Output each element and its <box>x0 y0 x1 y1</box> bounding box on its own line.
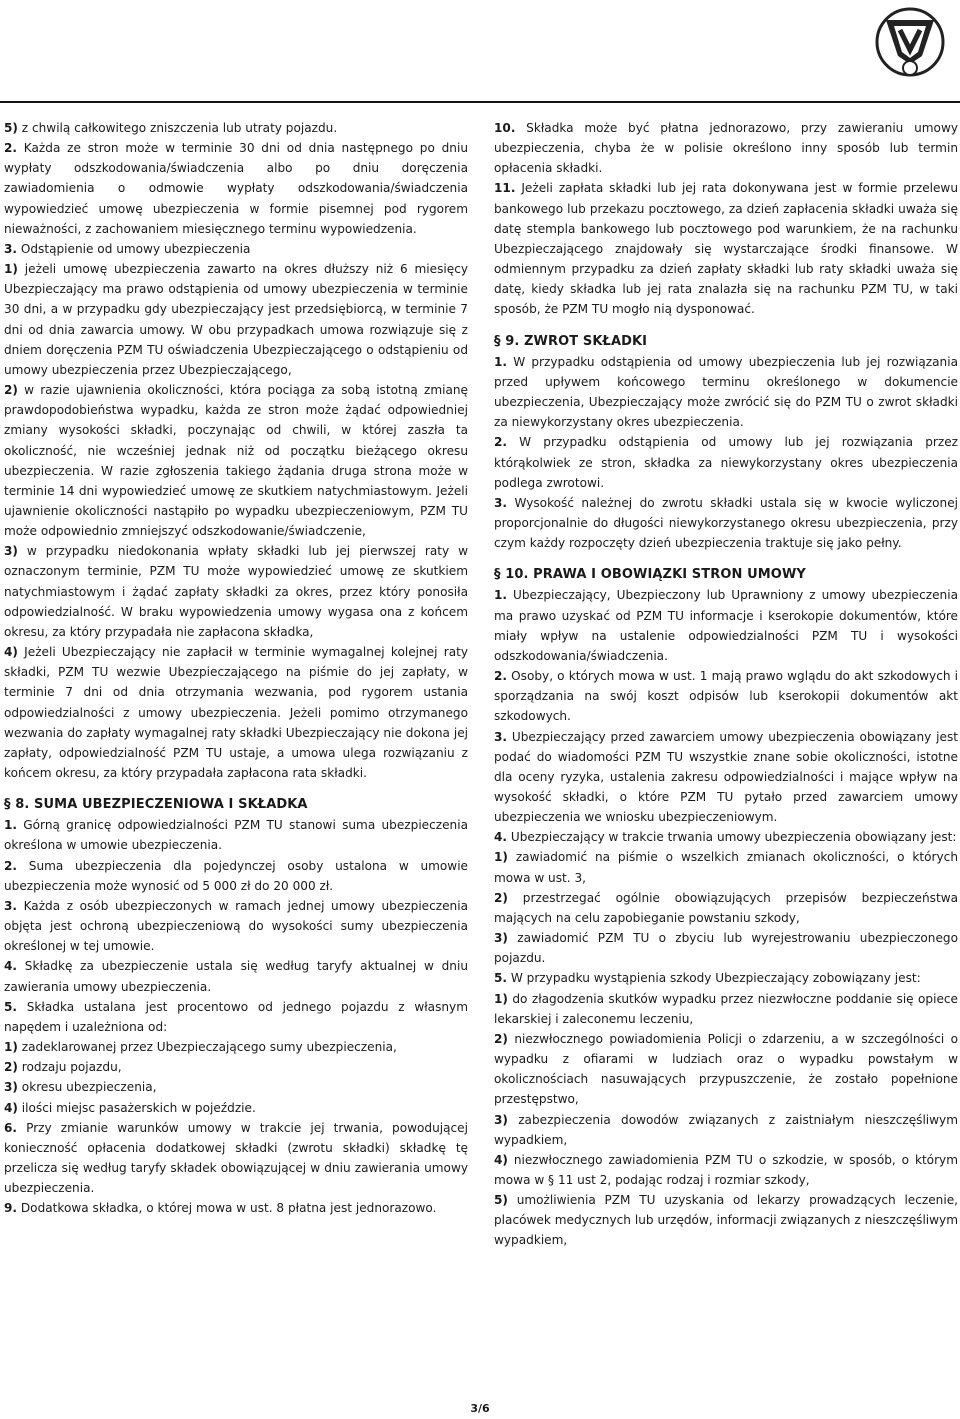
paragraph-text: ilości miejsc pasażerskich w pojeździe. <box>17 1100 256 1115</box>
paragraph-text: Ubezpieczający przed zawarciem umowy ubezpieczenia obowiązany jest podać do wiadomości PZM TU wszystkie znane sobie okoliczności, istotne dla oceny ryzyka, ustalenia zakresu odpowiedzialności i mające wpływ na wysokość składki, o które PZM TU pytało przed zawarciem umowy ubezpieczenia we wniosku ubezpieczeniowym. <box>494 729 958 825</box>
item-number: 5) <box>494 1193 508 1208</box>
item-number: 1) <box>494 991 508 1006</box>
paragraph <box>494 432 958 492</box>
item-number: 1) <box>4 1040 18 1055</box>
paragraph <box>4 1118 468 1199</box>
paragraph-text: z chwilą całkowitego zniszczenia lub utraty pojazdu. <box>17 121 338 135</box>
item-number: 4) <box>494 1152 508 1167</box>
paragraph <box>4 856 468 896</box>
item-number: 3) <box>494 931 508 946</box>
item-number: 3. <box>4 898 18 913</box>
section-heading: § 10. PRAWA I OBOWIĄZKI STRON UMOWY <box>494 567 806 583</box>
paragraph-text: Jeżeli Ubezpieczający nie zapłacił w terminie wymagalnej kolejnej raty składki, PZM TU wezwie Ubezpieczającego na piśmie do jej zapłaty, w terminie 7 dni od dnia otrzymania wezwania, pod rygorem ustania odpowiedzialności z umowy ubezpieczenia. Jeżeli pomimo otrzymanego wezwania do zapłaty wymagalnej raty składki Ubezpieczający nie dokona jej zapłaty, odpowiedzialność PZM TU ustaje, a umowa ulega rozwiązaniu z końcem okresu, za który przypadała zapłacona rata składki. <box>4 645 468 780</box>
paragraph-text: w razie ujawnienia okoliczności, która pociąga za sobą istotną zmianę prawdopodobieństwa wypadku, każda ze stron może żądać odpowiedniej zmiany wysokości składki, poczynając od chwili, w której zaszła ta okoliczność, nie wcześniej jednak niż od początku bieżącego okresu ubezpieczenia. W razie zgłoszenia takiego żądania druga strona może w terminie 14 dni wypowiedzieć umowę ze skutkiem natychmiastowym. Jeżeli ujawnienie okoliczności nastąpiło po wypadku ubezpieczeniowym, PZM TU może odpowiednio zmniejszyć odszkodowanie/świadczenie, <box>4 383 468 539</box>
paragraph-text: W przypadku odstąpienia od umowy lub jej rozwiązania przez którąkolwiek ze stron, składka za niewykorzystany okres ubezpieczenia podlega zwrotowi. <box>494 435 958 490</box>
item-number: 6. <box>4 1120 18 1135</box>
paragraph <box>494 493 958 553</box>
item-number: 1. <box>494 354 508 369</box>
item-number: 3) <box>494 1112 508 1127</box>
paragraph-text: zawiadomić na piśmie o wszelkich zmianach okoliczności, o których mowa w ust. 3, <box>494 850 958 885</box>
paragraph <box>4 1198 468 1218</box>
item-number: 2. <box>4 858 18 873</box>
item-number: 2. <box>494 669 508 684</box>
item-number: 1. <box>494 588 508 603</box>
item-number: 5. <box>4 999 18 1014</box>
item-number: 4) <box>4 645 18 660</box>
item-number: 5) <box>4 121 18 135</box>
paragraph <box>494 1150 958 1190</box>
paragraph-text: rodzaju pojazdu, <box>17 1060 122 1075</box>
right-column <box>494 118 958 1251</box>
section-heading: § 9. ZWROT SKŁADKI <box>494 333 648 349</box>
paragraph-text: Składka ustalana jest procentowo od jednego pojazdu z własnym napędem i uzależniona od: <box>4 999 468 1034</box>
paragraph-text: Składkę za ubezpieczenie ustala się według taryfy aktualnej w dniu zawierania umowy ubezpieczenia. <box>4 959 468 994</box>
paragraph <box>4 1037 468 1057</box>
paragraph-text: umożliwienia PZM TU uzyskania od lekarzy prowadzących leczenie, placówek medycznych lub urzędów, informacji związanych z nieszczęśliwym wypadkiem, <box>494 1193 958 1248</box>
paragraph-text: niezwłocznego powiadomienia Policji o zdarzeniu, a w szczególności o wypadku z ofiarami w ludziach oraz o wypadku powstałym w okolicznościach nasuwających przypuszczenie, że zostało popełnione przestępstwo, <box>494 1031 958 1107</box>
header-rule <box>0 101 960 103</box>
paragraph-text: przestrzegać ogólnie obowiązujących przepisów bezpieczeństwa mających na celu zapobieganie powstaniu szkody, <box>494 890 958 925</box>
paragraph <box>494 888 958 928</box>
item-number: 2) <box>4 383 18 398</box>
section-heading: § 8. SUMA UBEZPIECZENIOWA I SKŁADKA <box>4 797 308 813</box>
paragraph <box>4 1098 468 1118</box>
paragraph <box>494 178 958 319</box>
paragraph-text: Składka może być płatna jednorazowo, przy zawieraniu umowy ubezpieczenia, chyba że w polisie określono inny sposób lub termin opłacenia składki. <box>494 121 958 176</box>
paragraph <box>494 968 958 988</box>
item-number: 3. <box>494 495 508 510</box>
paragraph <box>4 1077 468 1097</box>
item-number: 1) <box>494 850 508 865</box>
item-number: 2) <box>494 1031 508 1046</box>
paragraph-text: Górną granicę odpowiedzialności PZM TU stanowi suma ubezpieczenia określona w umowie ubezpieczenia. <box>4 818 468 853</box>
paragraph-text: w przypadku niedokonania wpłaty składki lub jej pierwszej raty w oznaczonym terminie, PZM TU może wypowiedzieć umowę ze skutkiem natychmiastowym i żądać zapłaty składki za okres, przez który ponosiła odpowiedzialność. W braku wypowiedzenia umowy wygasa ona z końcem okresu, za który przypadała nie zapłacona składka, <box>4 544 468 639</box>
paragraph-text: Osoby, o których mowa w ust. 1 mają prawo wglądu do akt szkodowych i sporządzania na swój koszt odpisów lub kserokopii dokumentów akt szkodowych. <box>494 669 958 724</box>
paragraph-text: W przypadku wystąpienia szkody Ubezpieczający zobowiązany jest: <box>507 971 921 986</box>
item-number: 2) <box>494 890 508 905</box>
paragraph-text: W przypadku odstąpienia od umowy ubezpieczenia lub jej rozwiązania przed upływem końcowego terminu określonego w dokumencie ubezpieczenia, Ubezpieczający może zwrócić się do PZM TU o zwrot składki za niewykorzystany okres ubezpieczenia. <box>494 354 958 430</box>
paragraph <box>4 642 468 783</box>
paragraph <box>4 380 468 541</box>
item-number: 2) <box>4 1060 18 1075</box>
paragraph-text: Przy zmianie warunków umowy w trakcie jej trwania, powodującej konieczność opłacenia dodatkowej składki (zwrotu składki) składkę tę przelicza się według taryfy składek obowiązującej w dniu zawierania umowy ubezpieczenia. <box>4 1120 468 1196</box>
item-number: 9. <box>4 1201 18 1216</box>
paragraph-text: jeżeli umowę ubezpieczenia zawarto na okres dłuższy niż 6 miesięcy Ubezpieczający ma prawo odstąpienia od umowy ubezpieczenia w terminie 30 dni, a w przypadku gdy ubezpieczający jest przedsiębiorcą, w terminie 7 dni od dnia zawarcia umowy. W obu przypadkach umowa rozwiązuje się z dniem doręczenia PZM TU oświadczenia Ubezpieczającego o odstąpieniu od umowy ubezpieczenia przez Ubezpieczającego, <box>4 262 468 377</box>
paragraph-text: Ubezpieczający w trakcie trwania umowy ubezpieczenia obowiązany jest: <box>507 830 957 845</box>
paragraph <box>4 956 468 996</box>
paragraph-text: Wysokość należnej do zwrotu składki ustala się w kwocie wyliczonej proporcjonalnie do długości niewykorzystanego okresu ubezpieczenia, przy czym każdy rozpoczęty dzień ubezpieczenia traktuje się jako pełny. <box>494 495 958 551</box>
item-number: 4) <box>4 1100 18 1115</box>
left-column <box>4 118 468 1218</box>
paragraph <box>494 118 958 178</box>
item-number: 1) <box>4 262 18 277</box>
page-number: 3/6 <box>470 1402 490 1415</box>
paragraph <box>4 815 468 855</box>
item-number: 2. <box>4 141 18 156</box>
paragraph <box>494 666 958 726</box>
paragraph-text: Jeżeli zapłata składki lub jej rata dokonywana jest w formie przelewu bankowego lub przekazu pocztowego, za dzień zapłacenia składki uważa się datę stempla bankowego lub pocztowego pod warunkiem, że na rachunku Ubezpieczającego znajdowały się wystarczające środki finansowe. W odmiennym przypadku za dzień zapłaty składki lub raty składki uważa się datę, kiedy składka lub jej rata znalazła się na rachunku PZM TU, w taki sposób, że PZM TU mogło nią dysponować. <box>494 181 958 317</box>
paragraph-text: Dodatkowa składka, o której mowa w ust. 8 płatna jest jednorazowo. <box>17 1201 437 1216</box>
paragraph-text: Odstąpienie od umowy ubezpieczenia <box>17 241 251 256</box>
paragraph <box>4 138 468 239</box>
paragraph <box>494 352 958 433</box>
paragraph-text: zawiadomić PZM TU o zbyciu lub wyrejestrowaniu ubezpieczonego pojazdu. <box>494 931 958 966</box>
item-number: 11. <box>494 181 516 196</box>
item-number: 5. <box>494 971 508 986</box>
item-number: 3. <box>494 729 508 744</box>
paragraph <box>494 928 958 968</box>
pzm-logo-icon <box>874 6 946 78</box>
paragraph <box>494 989 958 1029</box>
paragraph <box>494 585 958 666</box>
paragraph <box>494 727 958 828</box>
paragraph-text: Każda z osób ubezpieczonych w ramach jednej umowy ubezpieczenia objęta jest ochroną ubezpieczeniową do wysokości sumy ubezpieczenia określonej w tej umowie. <box>4 898 468 954</box>
paragraph <box>4 896 468 956</box>
item-number: 3) <box>4 1080 18 1095</box>
item-number: 3) <box>4 544 18 559</box>
paragraph-text: zabezpieczenia dowodów związanych z zaistniałym nieszczęśliwym wypadkiem, <box>494 1112 958 1147</box>
paragraph <box>494 827 958 847</box>
paragraph <box>494 847 958 887</box>
item-number: 3. <box>4 241 18 256</box>
paragraph <box>4 259 468 380</box>
item-number: 4. <box>494 830 508 845</box>
paragraph <box>4 239 468 259</box>
paragraph-text: Każda ze stron może w terminie 30 dni od dnia następnego po dniu wypłaty odszkodowania/świadczenia albo po dniu doręczenia zawiadomienia o odmowie wypłaty odszkodowania/świadczenia wypowiedzieć umowę ubezpieczenia w formie pisemnej pod rygorem nieważności, z zachowaniem miesięcznego terminu wypowiedzenia. <box>4 141 468 236</box>
paragraph-text: zadeklarowanej przez Ubezpieczającego sumy ubezpieczenia, <box>17 1040 397 1055</box>
item-number: 1. <box>4 818 18 833</box>
paragraph-text: niezwłocznego zawiadomienia PZM TU o szkodzie, w sposób, o którym mowa w § 11 ust 2, podając rodzaj i rozmiar szkody, <box>494 1152 958 1187</box>
item-number: 10. <box>494 121 516 135</box>
logo <box>874 6 946 78</box>
paragraph <box>4 997 468 1037</box>
paragraph-text: okresu ubezpieczenia, <box>17 1080 157 1095</box>
item-number: 4. <box>4 959 18 974</box>
paragraph-text: Suma ubezpieczenia dla pojedynczej osoby ustalona w umowie ubezpieczenia może wynosić od 5 000 zł do 20 000 zł. <box>4 858 468 893</box>
paragraph <box>4 1057 468 1077</box>
item-number: 2. <box>494 435 508 450</box>
paragraph <box>494 1029 958 1110</box>
paragraph-text: do złagodzenia skutków wypadku przez niezwłoczne poddanie się opiece lekarskiej i zaleconemu leczeniu, <box>494 991 958 1026</box>
paragraph <box>494 1110 958 1150</box>
paragraph <box>4 541 468 642</box>
paragraph <box>494 1190 958 1250</box>
paragraph <box>4 118 468 138</box>
paragraph-text: Ubezpieczający, Ubezpieczony lub Uprawniony z umowy ubezpieczenia ma prawo uzyskać od PZM TU informacje i kserokopie dokumentów, które miały wpływ na ustalenie odpowiedzialności PZM TU i wysokości odszkodowania/świadczenia. <box>494 588 958 663</box>
